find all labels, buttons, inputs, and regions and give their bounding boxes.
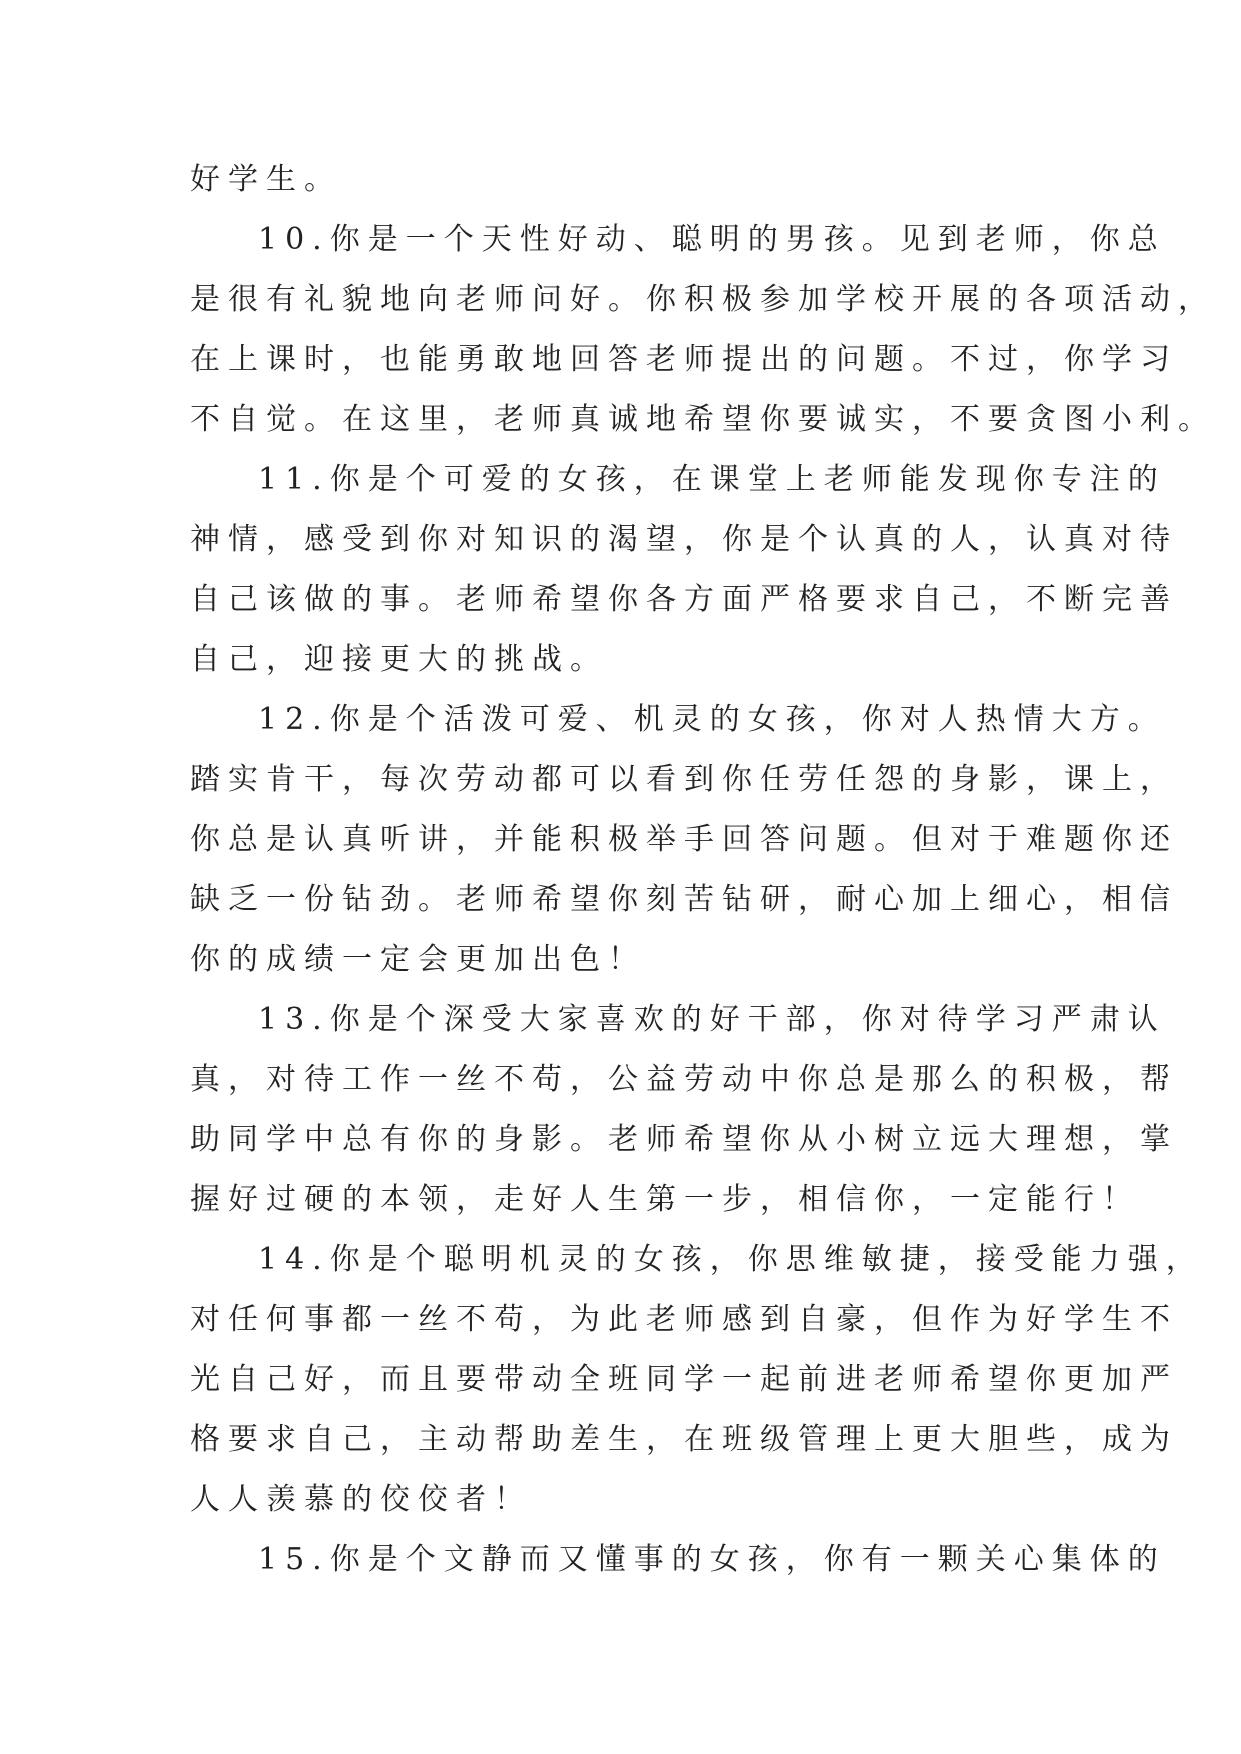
paragraph-12-start: 12.你是个活泼可爱、机灵的女孩，你对人热情大方。 — [258, 702, 1166, 737]
paragraph-11-start: 11.你是个可爱的女孩，在课堂上老师能发现你专注的 — [258, 462, 1166, 497]
text-line: 是很有礼貌地向老师问好。你积极参加学校开展的各项活动， — [190, 282, 1216, 317]
paragraph-13-start: 13.你是个深受大家喜欢的好干部，你对待学习严肃认 — [258, 1002, 1166, 1037]
text-line: 自己该做的事。老师希望你各方面严格要求自己，不断完善 — [190, 582, 1178, 617]
paragraph-10-start: 10.你是一个天性好动、聪明的男孩。见到老师，你总 — [258, 222, 1166, 257]
text-line: 助同学中总有你的身影。老师希望你从小树立远大理想，掌 — [190, 1122, 1178, 1157]
text-line: 真，对待工作一丝不苟，公益劳动中你总是那么的积极，帮 — [190, 1062, 1178, 1097]
text-line: 你的成绩一定会更加出色！ — [190, 942, 646, 977]
text-line: 握好过硬的本领，走好人生第一步，相信你，一定能行！ — [190, 1182, 1140, 1217]
text-line: 神情，感受到你对知识的渴望，你是个认真的人，认真对待 — [190, 522, 1178, 557]
text-line: 人人羡慕的佼佼者！ — [190, 1482, 532, 1517]
text-line: 不自觉。在这里，老师真诚地希望你要诚实，不要贪图小利。 — [190, 402, 1216, 437]
text-line: 踏实肯干，每次劳动都可以看到你任劳任怨的身影，课上， — [190, 762, 1178, 797]
paragraph-15-start: 15.你是个文静而又懂事的女孩，你有一颗关心集体的 — [258, 1542, 1166, 1577]
text-line: 光自己好，而且要带动全班同学一起前进老师希望你更加严 — [190, 1362, 1178, 1397]
text-line: 你总是认真听讲，并能积极举手回答问题。但对于难题你还 — [190, 822, 1178, 857]
text-line: 对任何事都一丝不苟，为此老师感到自豪，但作为好学生不 — [190, 1302, 1178, 1337]
text-line: 好学生。 — [190, 162, 342, 197]
text-line: 缺乏一份钻劲。老师希望你刻苦钻研，耐心加上细心，相信 — [190, 882, 1178, 917]
text-line: 在上课时，也能勇敢地回答老师提出的问题。不过，你学习 — [190, 342, 1178, 377]
paragraph-14-start: 14.你是个聪明机灵的女孩，你思维敏捷，接受能力强， — [258, 1242, 1204, 1277]
text-line: 格要求自己，主动帮助差生，在班级管理上更大胆些，成为 — [190, 1422, 1178, 1457]
text-line: 自己，迎接更大的挑战。 — [190, 642, 608, 677]
